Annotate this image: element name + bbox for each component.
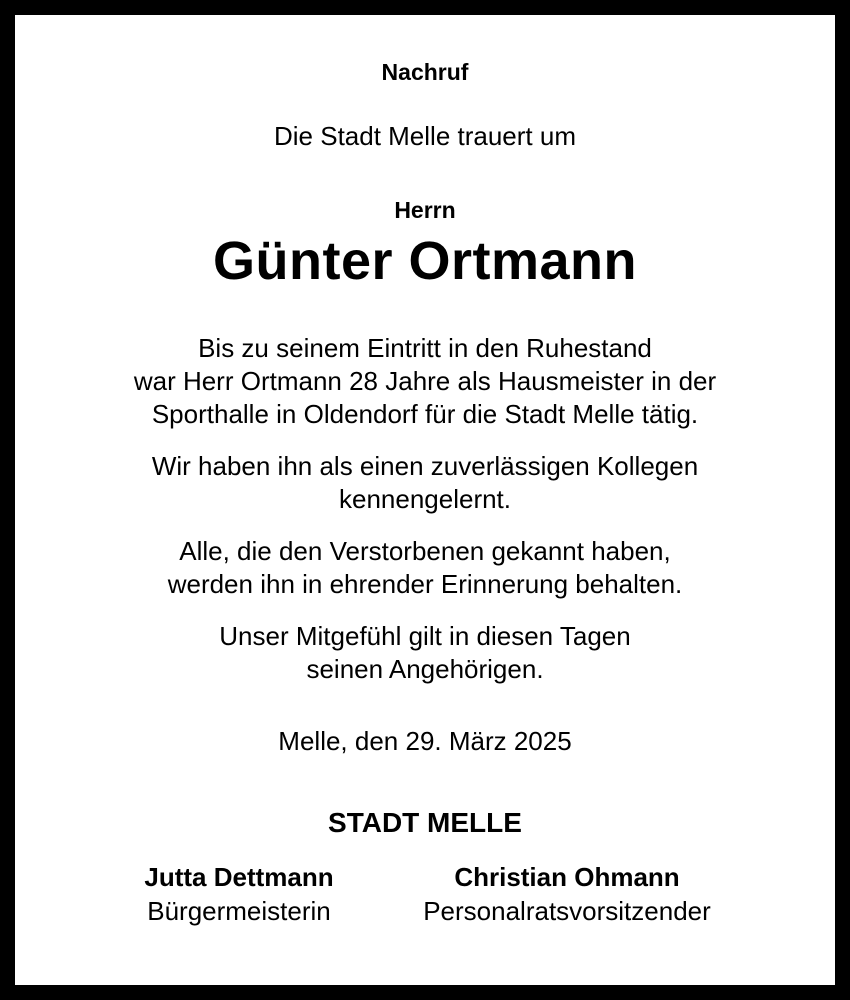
paragraph-line: seinen Angehörigen. <box>306 654 544 684</box>
place-and-date: Melle, den 29. März 2025 <box>278 726 572 756</box>
salutation: Herrn <box>394 197 456 223</box>
intro-line: Die Stadt Melle trauert um <box>273 121 576 151</box>
paragraph-line: kennengelernt. <box>338 484 512 514</box>
signatory-name: Christian Ohmann <box>454 862 680 892</box>
paragraph-line: Sporthalle in Oldendorf für die Stadt Melle tätig. <box>151 399 699 429</box>
paragraph-line: Bis zu seinem Eintritt in den Ruhestand <box>198 333 652 363</box>
paragraph-line: war Herr Ortmann 28 Jahre als Hausmeister in der <box>133 366 717 396</box>
organization-name: STADT MELLE <box>328 807 522 838</box>
paragraph-line: Alle, die den Verstorbenen gekannt haben, <box>179 536 671 566</box>
paragraph-line: Wir haben ihn als einen zuverlässigen Kollegen <box>151 451 699 481</box>
paragraph-line: Unser Mitgefühl gilt in diesen Tagen <box>219 621 631 651</box>
signatory-role: Bürgermeisterin <box>147 896 331 926</box>
signatory-staff-council <box>400 862 734 927</box>
paragraph-line: werden ihn in ehrender Erinnerung behalten. <box>167 569 683 599</box>
signatory-role: Personalratsvorsitzender <box>423 896 711 926</box>
signatory-name: Jutta Dettmann <box>144 862 334 892</box>
deceased-name: Günter Ortmann <box>212 231 638 291</box>
obituary-heading: Nachruf <box>381 59 469 85</box>
signatory-mayor <box>113 862 365 927</box>
